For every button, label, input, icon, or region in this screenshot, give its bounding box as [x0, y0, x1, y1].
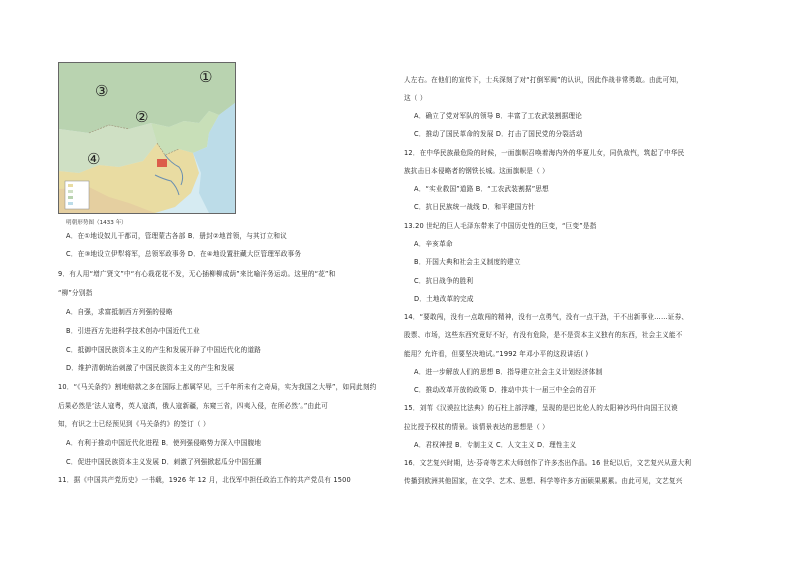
- left-line-10: 后果必然是‘法人寇粤，英人寇滇，俄人寇新疆，东窥三省，四夷入侵，在所必然’。”由此可: [58, 402, 328, 410]
- map-caption: 明朝形势图（1433 年）: [66, 220, 127, 226]
- right-line-14: 14．“要敢闯，没有一点敢闯的精神，没有一点勇气，没有一点干劲，干不出新事业……证券、: [404, 313, 689, 321]
- ming-dynasty-map: [58, 62, 236, 214]
- left-line-11: 知，有识之士已经预见到《马关条约》的签订（ ）: [58, 420, 210, 428]
- left-line-7: C．抵御中国民族资本主义的产生和发展开辟了中国近代化的道路: [66, 346, 262, 354]
- right-line-10: A．辛亥革命: [414, 240, 453, 248]
- left-line-12: A．有利于推动中国近代化进程 B．使列强侵略势力深入中国腹地: [66, 439, 262, 447]
- right-line-22: 16．文艺复兴时期，达·芬奇等艺术大师创作了许多杰出作品。16 世纪以后，文艺复兴从意大利: [404, 459, 692, 467]
- right-line-4: C．推动了国民革命的发展 D．打击了国民党的分裂活动: [414, 130, 583, 138]
- right-line-15: 股票、市场，这些东西究竟好不好，有没有危险，是不是资本主义独有的东西，社会主义能不: [404, 331, 683, 339]
- right-line-3: A．确立了党对军队的领导 B．丰富了工农武装割据理论: [414, 112, 582, 120]
- left-line-13: C．促进中国民族资本主义发展 D．刺激了列强掀起瓜分中国狂潮: [66, 458, 262, 466]
- map-label-1: ①: [199, 68, 213, 86]
- left-line-14: 11．据《中国共产党历史》一书载，1926 年 12 月，北伐军中担任政治工作的共产党员有 1500: [58, 476, 351, 484]
- map-label-2: ②: [135, 108, 149, 126]
- right-line-19: 15．刘苇《汉谟拉比法典》的石柱上部浮雕，呈现的是巴比伦人的太阳神沙玛什向国王汉谟: [404, 404, 678, 412]
- right-line-5: 12．在中华民族最危险的时候，一面旗帜召唤着海内外的华夏儿女，同仇敌忾，筑起了中华民: [404, 149, 685, 157]
- right-line-21: A．君权神授 B．专制主义 C．人文主义 D．理性主义: [414, 441, 577, 449]
- left-line-1: A．在①地设奴儿干都司，管理蒙古各部 B．册封②地首领，与其订立和议: [66, 232, 287, 240]
- left-line-9: 10．“《马关条约》割地赔款之多在国际上都属罕见，三千年所未有之奇局，实为我国之大辱”，如同此刻约: [58, 383, 377, 391]
- right-line-16: 能用？允许看，但要坚决地试。”1992 年邓小平的这段讲话( ): [404, 350, 589, 358]
- right-line-6: 族抗击日本侵略者的钢铁长城。这面旗帜是（ ）: [404, 167, 549, 175]
- right-line-13: D．土地改革的完成: [414, 295, 474, 303]
- right-line-11: B．开国大典和社会主义制度的建立: [414, 258, 521, 266]
- map-label-3: ③: [95, 82, 109, 100]
- right-line-12: C．抗日战争的胜利: [414, 277, 474, 285]
- right-line-18: C．推动改革开放的政策 D．推动中共十一届三中全会的召开: [414, 386, 597, 394]
- right-line-2: 这（ ）: [404, 94, 427, 102]
- right-line-7: A．“实业救国”道路 B．“工农武装割据”思想: [414, 185, 549, 193]
- right-line-8: C．抗日民族统一战线 D．和平建国方针: [414, 203, 536, 211]
- right-line-17: A．进一步解放人们的思想 B．指导建立社会主义计划经济体制: [414, 368, 603, 376]
- left-line-6: B．引进西方先进科学技术创办中国近代工业: [66, 327, 200, 335]
- right-line-1: 人左右。在他们的宣传下，士兵深刻了对“打倒军阀”的认识，因此作战非常勇敢。由此可知，: [404, 76, 683, 84]
- map-label-4: ④: [87, 150, 101, 168]
- left-line-5: A．自强，求富抵制西方列强的侵略: [66, 308, 173, 316]
- right-line-20: 拉比授予权杖的情景。该情景表达的思想是（ ）: [404, 423, 549, 431]
- right-line-9: 13.20 世纪的巨人毛泽东带来了中国历史性的巨变，“巨变”是指: [404, 222, 597, 230]
- right-line-23: 传播到欧洲其他国家，在文学、艺术、思想、科学等许多方面硕果累累。由此可见，文艺复兴: [404, 477, 683, 485]
- left-line-2: C．在③地设立伊犁将军，总领军政事务 D．在④地设置驻藏大臣管理军政事务: [66, 250, 302, 258]
- left-line-3: 9．有人用“增广贤文”中“有心栽花花不发，无心插柳柳成荫”来比喻洋务运动。这里的“花”和: [58, 270, 336, 278]
- left-line-4: “柳”分别指: [58, 289, 93, 297]
- left-line-8: D．维护清朝统治刺激了中国民族资本主义的产生和发展: [66, 364, 235, 372]
